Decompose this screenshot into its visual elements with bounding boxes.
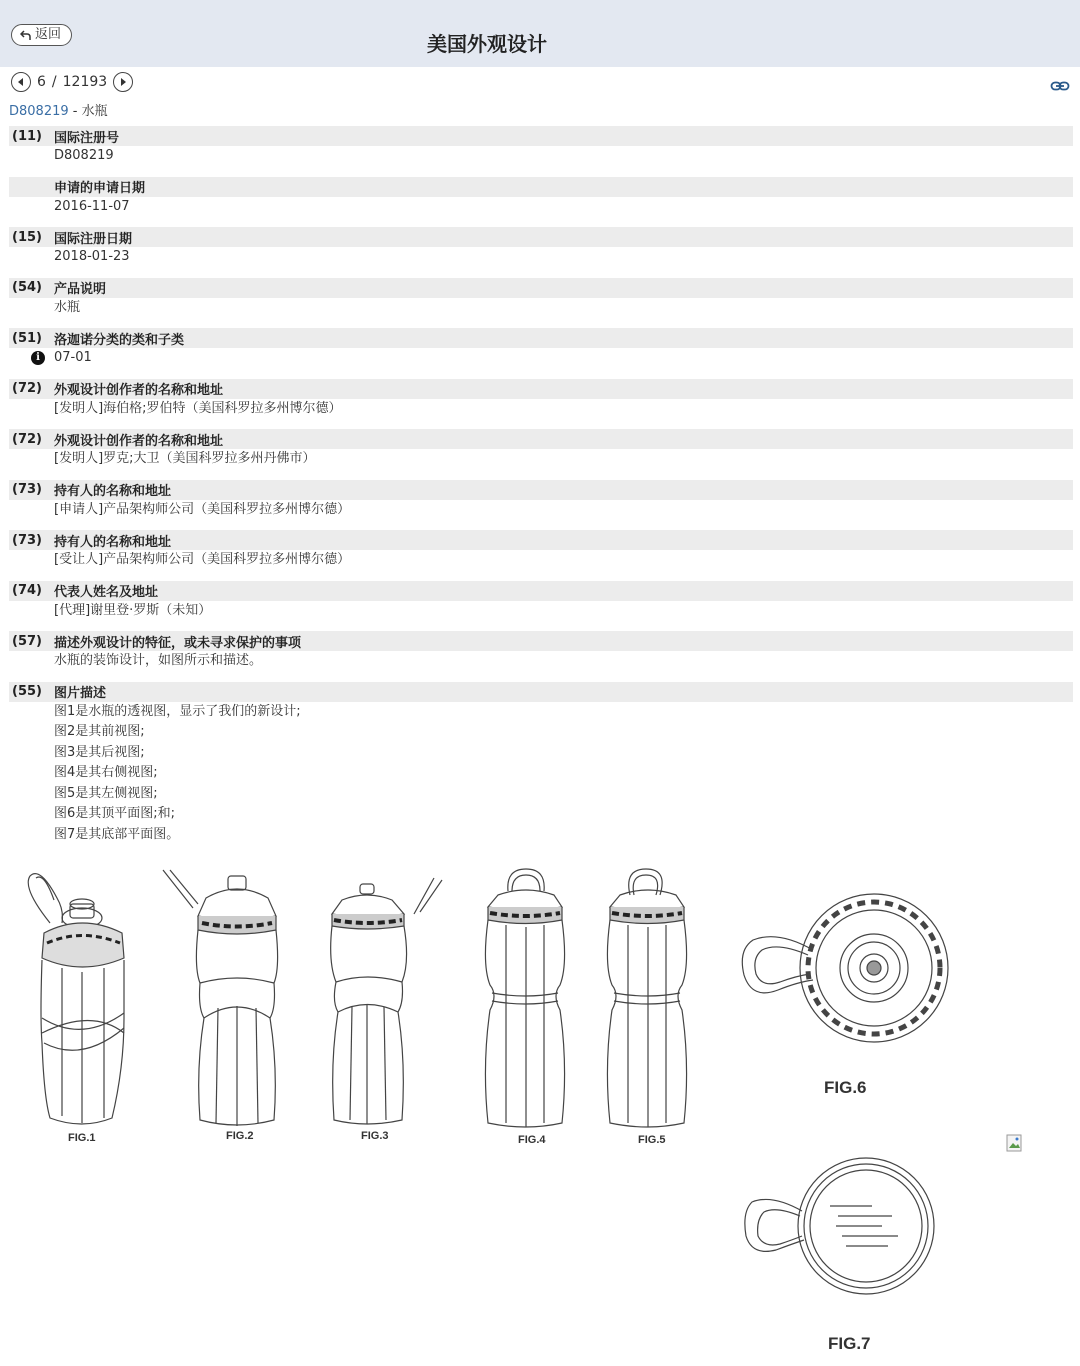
- field-label: 产品说明: [54, 282, 107, 297]
- prev-button[interactable]: [11, 72, 31, 92]
- field-value: [9, 804, 1073, 825]
- info-icon[interactable]: i: [31, 351, 45, 365]
- field-code: (55): [12, 684, 42, 699]
- field-code: (74): [12, 583, 42, 598]
- field-header: [9, 328, 1073, 348]
- field-value-text: 水瓶的装饰设计，如图所示和描述。: [54, 653, 263, 668]
- pager-separator: /: [51, 74, 57, 90]
- field-row: [9, 379, 1073, 420]
- field-value-text: 图4是其右侧视图;: [54, 765, 158, 780]
- document-line: [9, 100, 108, 119]
- field-value: [9, 825, 1073, 846]
- field-label: 洛迦诺分类的类和子类: [54, 332, 185, 348]
- field-header: [9, 581, 1073, 601]
- field-value: [9, 348, 1073, 369]
- field-value-text: 2018-01-23: [54, 249, 130, 264]
- back-label: 返回: [35, 27, 62, 42]
- field-list: [9, 126, 1073, 855]
- field-row: [9, 480, 1073, 521]
- field-header: [9, 682, 1073, 702]
- field-row: [9, 177, 1073, 218]
- field-value-text: [受让人]产品架构师公司（美国科罗拉多州博尔德）: [54, 552, 351, 567]
- field-value: [9, 784, 1073, 805]
- field-code: (72): [12, 431, 42, 447]
- field-value-text: 2016-11-07: [54, 198, 130, 214]
- field-value: [9, 197, 1073, 218]
- field-value: [9, 722, 1073, 743]
- next-button[interactable]: [113, 72, 133, 92]
- field-header: [9, 631, 1073, 651]
- pager-total: 12193: [62, 74, 108, 90]
- field-value-text: [发明人]罗克;大卫（美国科罗拉多州丹佛市）: [54, 451, 316, 466]
- field-label: 外观设计创作者的名称和地址: [54, 383, 224, 398]
- fig7-drawing: [742, 1156, 942, 1301]
- fig5-label: FIG.5: [638, 1134, 666, 1146]
- field-label: 国际注册号: [54, 130, 120, 146]
- field-row: [9, 328, 1073, 369]
- fig2-label: FIG.2: [226, 1130, 254, 1142]
- fig2-drawing: [158, 868, 288, 1133]
- fig3-drawing: [322, 872, 452, 1132]
- field-code: (72): [12, 381, 42, 396]
- field-value-text: 水瓶: [54, 299, 81, 315]
- field-label: 申请的申请日期: [54, 181, 146, 196]
- field-value-text: [代理]谢里登·罗斯（未知）: [54, 602, 212, 618]
- field-code: (57): [12, 633, 42, 649]
- field-value: [9, 298, 1073, 319]
- link-button[interactable]: [1050, 78, 1070, 97]
- field-header: [9, 480, 1073, 500]
- field-value-text: [申请人]产品架构师公司（美国科罗拉多州博尔德）: [54, 501, 351, 517]
- broken-image-icon: [1006, 1134, 1024, 1152]
- field-code: (73): [12, 532, 42, 548]
- field-value-text: 图2是其前视图;: [54, 724, 145, 739]
- fig4-drawing: [478, 865, 578, 1135]
- field-header: [9, 126, 1073, 146]
- field-label: 图片描述: [54, 686, 107, 701]
- field-label: 持有人的名称和地址: [54, 534, 172, 550]
- fig6-drawing: [738, 890, 958, 1050]
- fig1-drawing: [12, 868, 142, 1133]
- fig3-label: FIG.3: [361, 1130, 389, 1142]
- field-label: 持有人的名称和地址: [54, 484, 172, 499]
- field-header: [9, 278, 1073, 298]
- field-value-text: [发明人]海伯格;罗伯特（美国科罗拉多州博尔德）: [54, 400, 342, 416]
- field-code: (73): [12, 482, 42, 497]
- field-value-text: 图1是水瓶的透视图，显示了我们的新设计;: [54, 703, 301, 719]
- field-value: [9, 146, 1073, 167]
- field-label: 国际注册日期: [54, 231, 133, 247]
- field-row: [9, 581, 1073, 622]
- field-header: [9, 429, 1073, 449]
- field-row: [9, 126, 1073, 167]
- field-row: [9, 631, 1073, 672]
- field-code: (15): [12, 229, 42, 245]
- fig6-label: FIG.6: [824, 1078, 867, 1097]
- field-row: [9, 278, 1073, 319]
- field-value-text: 图7是其底部平面图。: [54, 826, 180, 842]
- field-header: [9, 530, 1073, 550]
- fig1-label: FIG.1: [68, 1132, 96, 1144]
- field-value-text: 图3是其后视图;: [54, 744, 145, 760]
- field-row: [9, 429, 1073, 470]
- field-value-text: 图6是其顶平面图;和;: [54, 806, 176, 821]
- field-value: [9, 449, 1073, 470]
- field-row: [9, 682, 1073, 846]
- field-value: [9, 651, 1073, 672]
- field-value-text: 07-01: [54, 350, 92, 365]
- fig7-label: FIG.7: [828, 1334, 871, 1353]
- link-icon: [1050, 79, 1070, 93]
- page-title: 美国外观设计: [427, 32, 547, 56]
- field-row: [9, 530, 1073, 571]
- field-label: 代表人姓名及地址: [54, 585, 159, 600]
- field-value: [9, 500, 1073, 521]
- field-code: (51): [12, 330, 42, 346]
- field-value-text: 图5是其左侧视图;: [54, 785, 158, 801]
- field-value: [9, 550, 1073, 571]
- field-header: [9, 177, 1073, 197]
- field-value: [9, 763, 1073, 784]
- chevron-right-icon: [119, 77, 127, 87]
- field-label: 外观设计创作者的名称和地址: [54, 433, 224, 449]
- field-code: (54): [12, 280, 42, 295]
- pager-current: 6: [37, 74, 46, 90]
- field-header: [9, 227, 1073, 247]
- pager: [11, 72, 133, 92]
- document-name: 水瓶: [81, 104, 108, 119]
- field-value: [9, 702, 1073, 723]
- chevron-left-icon: [17, 77, 25, 87]
- field-code: (11): [12, 128, 42, 144]
- fig5-drawing: [600, 865, 700, 1135]
- header-bar: [0, 0, 1080, 67]
- field-header: [9, 379, 1073, 399]
- field-value-text: D808219: [54, 148, 114, 163]
- fig4-label: FIG.4: [518, 1134, 546, 1146]
- document-id[interactable]: D808219: [9, 104, 69, 119]
- field-value: [9, 601, 1073, 622]
- field-label: 描述外观设计的特征，或未寻求保护的事项: [54, 635, 302, 651]
- field-row: [9, 227, 1073, 268]
- document-separator: -: [68, 104, 82, 119]
- field-value: [9, 247, 1073, 268]
- field-value: [9, 399, 1073, 420]
- field-value: [9, 743, 1073, 764]
- design-drawings: [0, 860, 1080, 1366]
